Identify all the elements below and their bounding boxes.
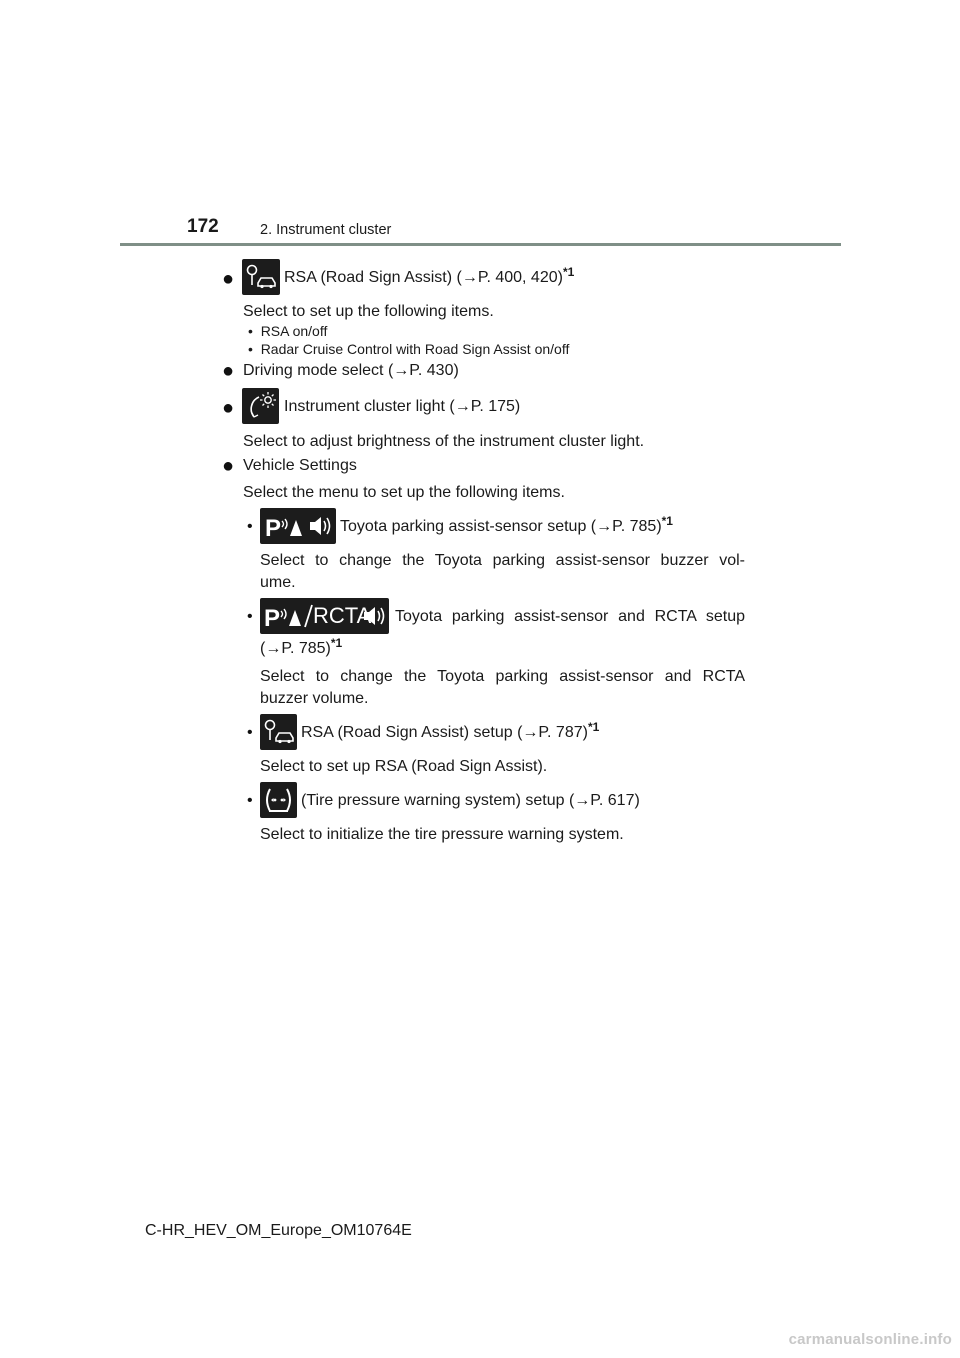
document-code: C-HR_HEV_OM_Europe_OM10764E — [145, 1222, 412, 1239]
sub-bullet: • — [247, 518, 253, 535]
parking-sensor-description-2: ume. — [260, 574, 296, 591]
cluster-light-title: Instrument cluster light (→P. 175) — [284, 398, 521, 415]
sub-bullet: • — [247, 608, 253, 625]
header-divider — [120, 243, 841, 246]
tire-pressure-description: Select to initialize the tire pressure warning system. — [260, 826, 624, 843]
page-number: 172 — [187, 216, 219, 237]
rsa-setup-car-icon — [260, 714, 297, 750]
vehicle-settings-title: Vehicle Settings — [243, 457, 357, 474]
rsa-description: Select to set up the following items. — [243, 303, 494, 320]
bullet-icon: ● — [222, 268, 235, 290]
parking-sensor-title: Toyota parking assist-sensor setup (→P. 785)$^{*1}$ — [340, 513, 673, 535]
svg-text:P: P — [264, 605, 281, 632]
svg-text:P: P — [265, 515, 282, 542]
parking-rcta-description-1: Select to change the Toyota parking assist-sensor and RCTA — [260, 668, 745, 685]
cluster-light-icon — [242, 388, 279, 424]
cluster-light-description: Select to adjust brightness of the instrument cluster light. — [243, 433, 645, 450]
tire-pressure-icon — [260, 782, 297, 818]
bullet-icon: ● — [222, 397, 235, 419]
parking-rcta-description-2: buzzer volume. — [260, 690, 369, 707]
rsa-title: RSA (Road Sign Assist) (→P. 400, 420)$^{*1}$ — [284, 264, 575, 286]
rsa-setup-description: Select to set up RSA (Road Sign Assist). — [260, 758, 548, 775]
parking-rcta-title-1: Toyota parking assist-sensor and RCTA setup — [395, 608, 745, 625]
rcta-icon-text: RCTA — [313, 603, 372, 628]
watermark: carmanualsonline.info — [788, 1331, 952, 1348]
rsa-subitem-1: • RSA on/off — [248, 323, 328, 339]
driving-mode-title: Driving mode select (→P. 430) — [243, 362, 459, 379]
sub-bullet: • — [247, 724, 253, 741]
chapter-title: 2. Instrument cluster — [260, 222, 392, 238]
bullet-icon: ● — [222, 455, 235, 477]
parking-rcta-title-2: (→P. 785)$^{*1}$ — [260, 635, 343, 657]
rsa-subitem-2: • Radar Cruise Control with Road Sign Assist on/off — [248, 341, 570, 357]
tire-pressure-title: (Tire pressure warning system) setup (→P. 617) — [301, 792, 640, 809]
vehicle-settings-description: Select the menu to set up the following items. — [243, 484, 565, 501]
parking-sensor-icon — [260, 508, 336, 544]
rsa-car-icon — [242, 259, 280, 295]
parking-sensor-description-1: Select to change the Toyota parking assist-sensor buzzer vol- — [260, 552, 745, 569]
sub-bullet: • — [247, 792, 253, 809]
bullet-icon: ● — [222, 360, 235, 382]
rsa-setup-title: RSA (Road Sign Assist) setup (→P. 787)$^{*1}$ — [301, 719, 600, 741]
parking-rcta-icon — [260, 598, 389, 634]
